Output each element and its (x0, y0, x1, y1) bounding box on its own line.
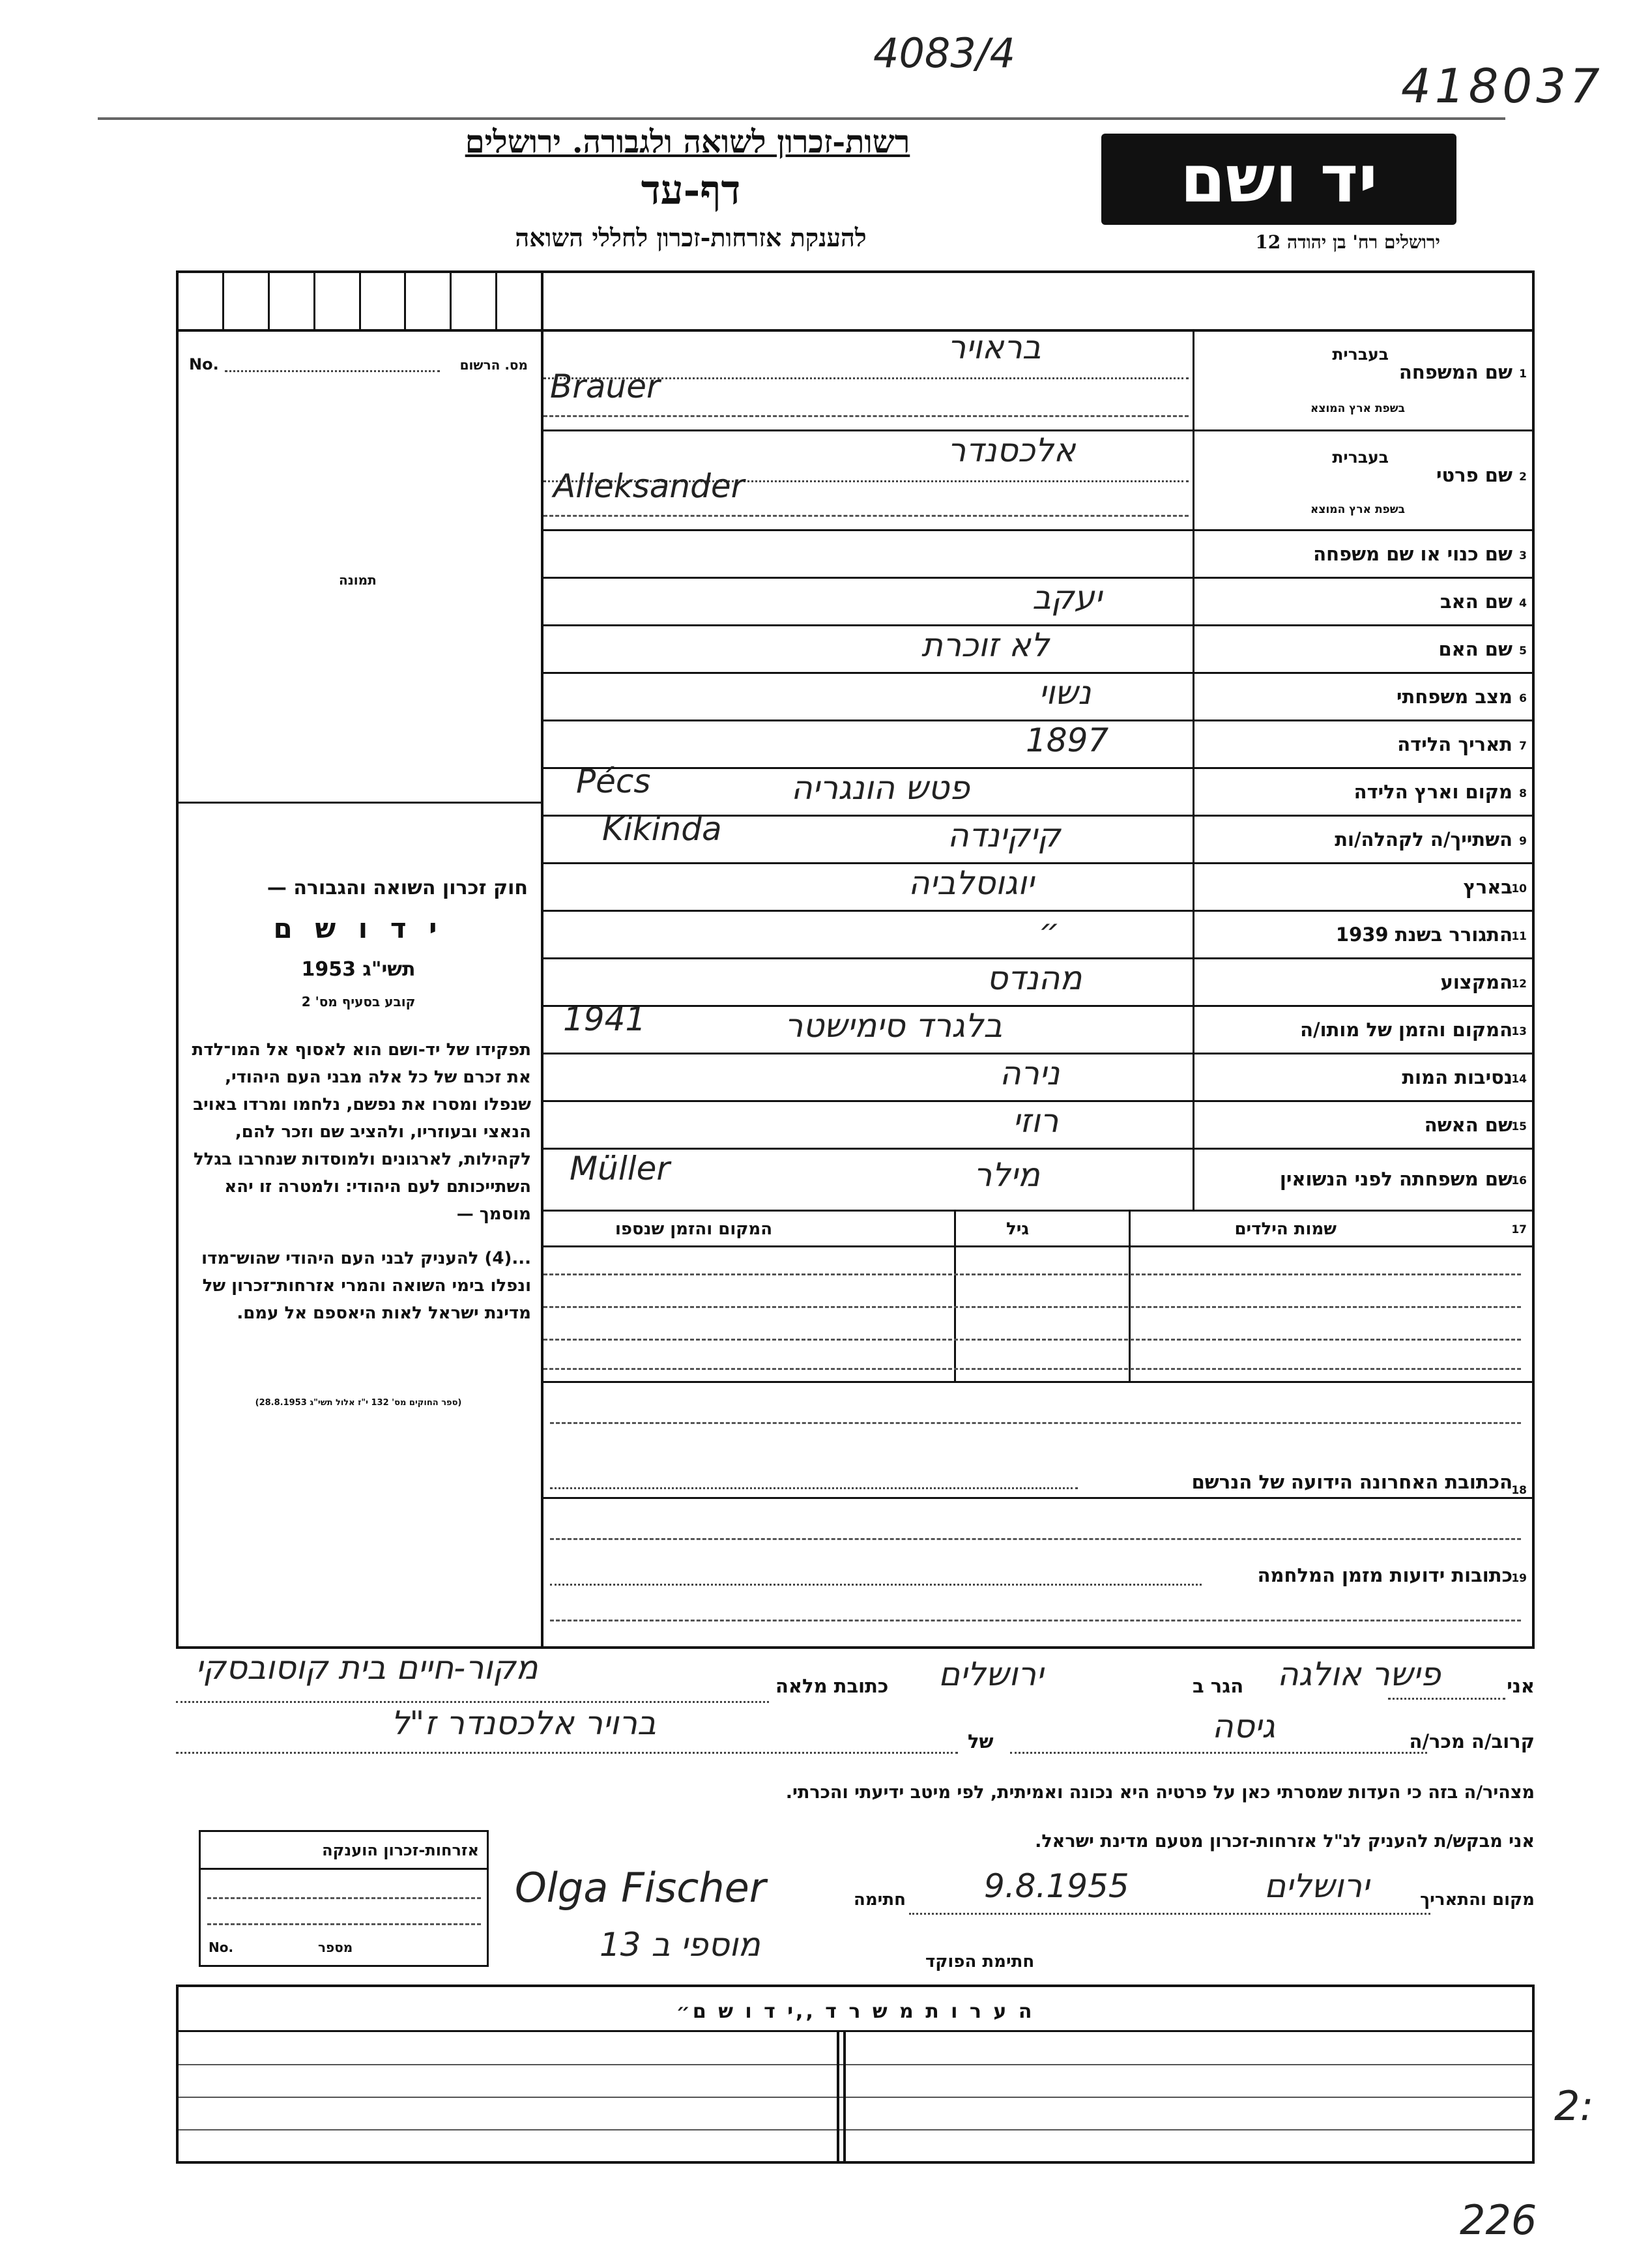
no-label: No. (189, 355, 219, 373)
declarant-signature: Olga Fischer (515, 1864, 766, 1912)
father-name-value: יעקב (1032, 579, 1102, 617)
death-circumstances-value: נירה (1000, 1054, 1060, 1092)
reg-label: מס. הרשום (459, 357, 528, 373)
declarant-name: פישר אולגה (1277, 1655, 1441, 1693)
field-mother-name: 5 שם האם לא זוכרת (543, 626, 1532, 674)
form-subtitle: להענקת אזרחות-זכרון לחללי השואה (515, 223, 867, 252)
archive-number-bottom: 226 (1460, 2196, 1537, 2244)
logo-address: ירושלים רח' בן יהודה 12 (1255, 231, 1440, 253)
first-name-hebrew: אלכסנדר (948, 431, 1076, 469)
archive-number-right: 418037 (1401, 59, 1604, 113)
declaration-date: 9.8.1955 (984, 1867, 1129, 1905)
residence-1939-value: ״ (1039, 912, 1060, 950)
surname-origin: Brauer (550, 368, 660, 405)
law-clause: קובע בסעיף מס' 2 (301, 994, 416, 1010)
field-birth-date: 7 תאריך הלידה 1897 (543, 721, 1532, 769)
authority-line: רשות-זכרון לשואה ולגבורה. ירושלים (465, 124, 910, 160)
margin-mark: 2: (1554, 2082, 1594, 2130)
declaration-section: אני פישר אולגה הגר ב ירושלים כתובת מלאה מקור-חיים בית קוסובסקי קרוב/ה מכר/ה גיסה של ברויר אלכסנדר ז"ל מצהיר/ה בזה כי העדות שמסרתי כאן על פרטיה היא נכונה ואמיתית, לפי מיטב ידיעתי והכרתי. אני מבקש/ת להעניק לנ"ל אזרחות-זכרון מטעם מדינת ישראל. מקום והתאריך ירושלים 9.8.1955 חתימה Olga Fischer חתימת הפוקד מוספי ב 13 (176, 1655, 1535, 1981)
death-place-value: בלגרד סימישטר (785, 1007, 1003, 1045)
marital-status-value: נשוי (1039, 674, 1092, 712)
field-surname: 1 שם המשפחה בעברית בשפת ארץ המוצא בראויר Brauer (543, 332, 1532, 431)
birth-place-hebrew: פטש הונגריה (791, 769, 970, 807)
children-table: 17 שמות הילדים גיל המקום והזמן שנספו (543, 1212, 1532, 1383)
children-header-names: שמות הילדים (1234, 1219, 1337, 1239)
field-community: 9 השתייך/ה לקהלה/ות קיקינדה Kikinda (543, 817, 1532, 864)
field-country: 10 בארץ יוגוסלביה (543, 864, 1532, 912)
wife-maiden-latin: Müller (570, 1150, 670, 1187)
declarant-relation: גיסה (1212, 1708, 1275, 1745)
field-death-place-time: 13 המקום והזמן של מותו/ה בלגרד סימישטר 1941 (543, 1007, 1532, 1054)
law-text-main: תפקידו של יד-ושם הוא לאסוף אל המו־לדת את זכרם של כל אלה מבני העם היהודי, שנפלו ומסרו את נפשם, נלחמו ומרדו באויב הנאצי ובעוזריו, ולהציב שם וזכר להם, לקהילות, לארגונים ולמוסדות שנחרבו בגלל השתייכותם לעם היהודי: ולמטרה זו יהא מוסמך — (192, 1040, 531, 1224)
citizenship-box: אזרחות-זכרון הוענקה No. מספר (199, 1830, 489, 1967)
field-father-name: 4 שם האב יעקב (543, 579, 1532, 626)
law-title: חוק זכרון השואה והגבורה — (267, 877, 528, 899)
declarant-address: מקור-חיים בית קוסובסקי (195, 1649, 538, 1687)
community-hebrew: קיקינדה (948, 817, 1061, 854)
declaration-statement: מצהיר/ה בזה כי העדות שמסרתי כאן על פרטיה היא נכונה ואמיתית, לפי מיטב ידיעתי והכרתי. (785, 1782, 1535, 1803)
official-signature: מוספי ב 13 (600, 1926, 760, 1964)
wife-maiden-hebrew: מילר (974, 1156, 1040, 1194)
logo (1101, 134, 1456, 225)
field-birth-place: 8 מקום וארץ הלידה פטש הונגריה Pécs (543, 769, 1532, 817)
field-first-name-label: שם פרטי (1436, 464, 1512, 486)
deceased-name: ברויר אלכסנדר ז"ל (391, 1704, 656, 1742)
field-alias: 3 שם כנוי או שם משפחה (543, 531, 1532, 579)
field-wartime-addresses: 19 כתובות ידועות מזמן המלחמה (543, 1499, 1532, 1646)
country-value: יוגוסלביה (908, 864, 1034, 902)
children-header-place: המקום והזמן שנספו (615, 1219, 773, 1239)
code-boxes (179, 273, 541, 329)
law-year: תשי"ג 1953 (301, 958, 416, 981)
archive-number-top: 4083/4 (873, 29, 1016, 77)
surname-hebrew: בראויר (948, 328, 1041, 366)
form-title: דף-עד (641, 166, 741, 214)
community-latin: Kikinda (602, 810, 722, 848)
death-year-value: 1941 (563, 1000, 646, 1038)
mother-name-value: לא זוכרת (921, 626, 1050, 664)
field-first-name: 2 שם פרטי בעברית בשפת ארץ המוצא אלכסנדר Alleksander (543, 431, 1532, 531)
field-surname-label: שם המשפחה (1398, 361, 1512, 383)
wife-name-value: רוזי (1013, 1102, 1059, 1140)
declaration-place: ירושלים (1264, 1867, 1370, 1905)
field-profession: 12 המקצוע מהנדס (543, 959, 1532, 1007)
citizenship-title: אזרחות-זכרון הוענקה (322, 1841, 479, 1859)
declaration-request: אני מבקש/ת להעניק לנ"ל אזרחות-זכרון מטעם מדינת ישראל. (1035, 1831, 1535, 1852)
field-wife-name: 15 שם האשה רוזי (543, 1102, 1532, 1150)
birth-date-value: 1897 (1026, 721, 1109, 759)
office-notes-title: ה ע ר ו ת מ ש ר ד ,,י ד ו ש ם״ (676, 2000, 1035, 2023)
wartime-addresses-label: כתובות ידועות מזמן המלחמה (1257, 1564, 1512, 1586)
profession-value: מהנדס (987, 959, 1082, 997)
law-reference: (ספר החוקים מס' 132 י"ז אלול תשי"ג 28.8.1953) (255, 1398, 462, 1408)
office-notes (176, 1984, 1535, 2164)
law-name: י ד ו ש ם (273, 912, 444, 944)
photo-label: תמונה (339, 572, 377, 588)
field-last-address: 18 הכתובת האחרונה הידועה של הנרשם (543, 1383, 1532, 1499)
registration-number (189, 352, 528, 378)
field-death-circumstances: 14 נסיבות המות נירה (543, 1054, 1532, 1102)
field-marital-status: 6 מצב משפחתי נשוי (543, 674, 1532, 721)
declarant-city: ירושלים (938, 1655, 1044, 1693)
law-text-clause4: ...(4) להעניק לבני העם היהודי שהוש־מדו ונפלו בימי השואה והמרי אזרחות־זכרון של מדינת ישראל לאות היאספם אל עמם. (201, 1249, 531, 1323)
logo-text: יד ושם (1180, 141, 1378, 217)
first-name-origin: Alleksander (553, 467, 745, 505)
children-header-age: גיל (1006, 1219, 1030, 1239)
birth-place-latin: Pécs (576, 763, 651, 800)
last-address-label: הכתובת האחרונה הידועה של הנרשם (1191, 1471, 1512, 1493)
field-residence-1939: 11 התגורר בשנת 1939 ״ (543, 912, 1532, 959)
header-rule (98, 117, 1505, 120)
field-wife-maiden-name: 16 שם משפחתה לפני הנשואין מילר Müller (543, 1150, 1532, 1212)
